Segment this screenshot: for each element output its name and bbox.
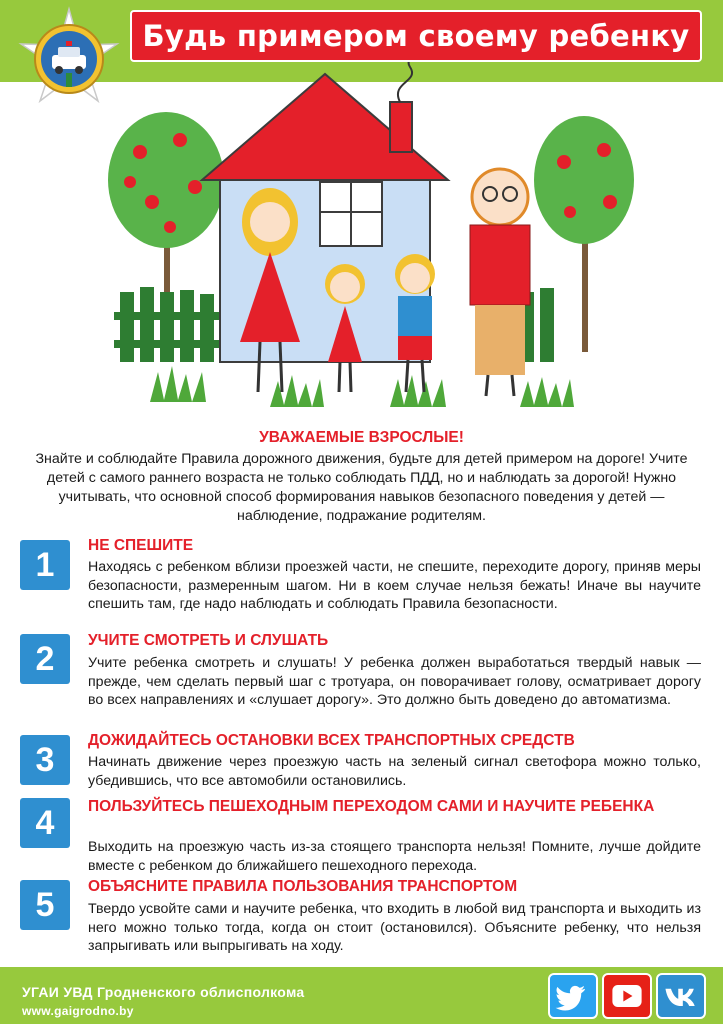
page-title: Будь примером своему ребенку <box>130 10 702 62</box>
rule-text: Начинать движение через проезжую часть на зеленый сигнал светофора можно только, убедившись, что все автомобили остановились. <box>88 754 701 789</box>
footer-website-link[interactable]: www.gaigrodno.by <box>22 1004 134 1018</box>
rule-title: УЧИТЕ СМОТРЕТЬ И СЛУШАТЬ <box>88 632 329 649</box>
rule-title: ОБЪЯСНИТЕ ПРАВИЛА ПОЛЬЗОВАНИЯ ТРАНСПОРТОМ <box>88 878 518 895</box>
rule-number-badge: 3 <box>20 735 70 785</box>
vk-icon[interactable] <box>656 973 706 1019</box>
footer-organization: УГАИ УВД Гродненского облисполкома <box>22 984 305 1000</box>
rule-text: Выходить на проезжую часть из-за стоящего транспорта нельзя! Помните, лучше дойдите вместе с ребенком до ближайшего пешеходного перехода. <box>88 839 701 874</box>
twitter-icon[interactable] <box>548 973 598 1019</box>
rule-number-badge: 4 <box>20 798 70 848</box>
family-house-illustration <box>90 62 650 434</box>
rule-title: ДОЖИДАЙТЕСЬ ОСТАНОВКИ ВСЕХ ТРАНСПОРТНЫХ СРЕДСТВ <box>88 732 575 749</box>
intro-heading: УВАЖАЕМЫЕ ВЗРОСЛЫЕ! <box>259 429 464 446</box>
rule-title: ПОЛЬЗУЙТЕСЬ ПЕШЕХОДНЫМ ПЕРЕХОДОМ САМИ И НАУЧИТЕ РЕБЕНКА <box>88 798 655 815</box>
rule-text: Учите ребенка смотреть и слушать! У ребенка должен выработаться твердый навык — прежде, чем сделать первый шаг с тротуара, он поворачивает голову, осматривает дорогу во всех направлениях и «слушает дорогу». Это должно быть доведено до автоматизма. <box>88 655 701 709</box>
rule-text: Твердо усвойте сами и научите ребенка, что входить в любой вид транспорта и выходить из него можно только тогда, когда он стоит (остановился). Объясните ребенку, что нельзя запрыгивать или выпрыгивать на ходу. <box>88 901 701 955</box>
intro-text: Знайте и соблюдайте Правила дорожного движения, будьте для детей примером на дороге! Учите детей с самого раннего возраста не только соблюдать ПДД, но и наблюдать за дорогой! Нужно учитывать, что основной способ формирования навыков безопасного поведения у детей — наблюдение, подражание родителям. <box>35 451 688 524</box>
rule-title: НЕ СПЕШИТЕ <box>88 537 194 554</box>
youtube-icon[interactable] <box>602 973 652 1019</box>
rule-number-badge: 1 <box>20 540 70 590</box>
rule-text: Находясь с ребенком вблизи проезжей части, не спешите, переходите дорогу, приняв меры безопасности, размеренным шагом. Ни в коем случае нельзя бежать! Иначе вы научите спешить там, где надо наблюдать и соблюдать Правила безопасности. <box>88 559 701 613</box>
rule-number-badge: 2 <box>20 634 70 684</box>
rule-number-badge: 5 <box>20 880 70 930</box>
intro-section <box>0 428 723 526</box>
